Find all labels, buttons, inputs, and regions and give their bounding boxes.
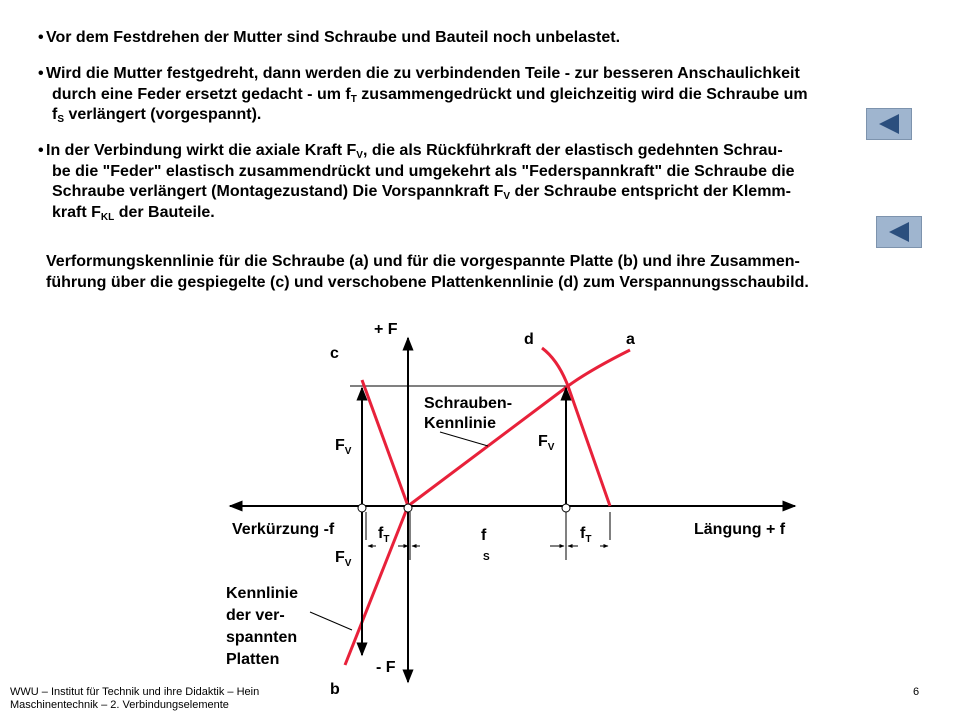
fs-label-sub: S xyxy=(483,552,490,563)
curve-b-plates xyxy=(345,506,408,665)
ft-label-left: $f_T$ xyxy=(378,525,390,545)
fv-label-right: $F_V$ xyxy=(538,433,555,453)
bullet-preload-force: • In der Verbindung wirkt die axiale Kraft $F_V$, die als Rückführkraft der elastisch gedehnten Schrau- be die "Feder" elastisch zusammendrückt und umgekehrt als "Federspannkraft" die Schraube die Schraube verlängert (Montagezustand) Die Vorspannkraft $F_V$ der Schraube entspricht der Klemm- kraft $F_{KL}$ der Bauteile. xyxy=(38,142,795,223)
screw-curve-label: Kennlinie xyxy=(424,415,497,432)
curve-d-shifted xyxy=(542,348,610,506)
curve-c-mirrored xyxy=(362,380,408,506)
plates-curve-label: spannten xyxy=(226,629,298,646)
fv-label-left: $F_V$ xyxy=(335,437,352,457)
bullet-unloaded: • Vor dem Festdrehen der Mutter sind Schraube und Bauteil noch unbelastet. xyxy=(38,29,621,46)
bullet-line: In der Verbindung wirkt die axiale Kraft $F_V$, die als Rückführkraft der elastisch gedehnten Schrau- xyxy=(46,142,783,161)
plus-f-label: + F xyxy=(374,321,398,338)
bullet-line: be die "Feder" elastisch zusammendrückt und umgekehrt als "Federspannkraft" die Schraube die xyxy=(52,162,795,180)
bullet-line: $f_S$ verlängert (vorgespannt). xyxy=(52,106,262,125)
plates-curve-label: Kennlinie xyxy=(226,585,299,602)
leader-screw xyxy=(440,432,488,446)
paragraph-line: führung über die gespiegelte (c) und verschobene Plattenkennlinie (d) zum Verspannungsschaubild. xyxy=(46,273,809,291)
bullet-line: Schraube verlängert (Montagezustand) Die Vorspannkraft $F_V$ der Schraube entspricht der Klemm- xyxy=(52,183,791,202)
screw-curve-label: Schrauben- xyxy=(424,395,513,412)
bullet-line: Wird die Mutter festgedreht, dann werden die zu verbindenden Teile - zur besseren Anschaulichkeit xyxy=(46,65,800,82)
footer-course: Maschinentechnik – 2. Verbindungselemente xyxy=(10,699,229,711)
leader-plates xyxy=(310,612,352,630)
point-marker xyxy=(404,504,412,512)
bullet-text: Vor dem Festdrehen der Mutter sind Schraube und Bauteil noch unbelastet. xyxy=(46,29,621,46)
footer xyxy=(10,686,259,712)
fs-label: f xyxy=(481,527,487,544)
elongation-label: Längung + f xyxy=(694,521,786,538)
point-marker xyxy=(562,504,570,512)
page-number: 6 xyxy=(913,686,920,698)
minus-f-label: - F xyxy=(376,659,396,676)
point-marker xyxy=(358,504,366,512)
fv-label-bottom: $F_V$ xyxy=(335,549,352,569)
label-d: d xyxy=(524,331,534,348)
label-b: b xyxy=(330,681,340,698)
footer-institute: WWU – Institut für Technik und ihre Didaktik – Hein xyxy=(10,686,260,698)
paragraph-line: Verformungskennlinie für die Schraube (a) und für die vorgespannte Platte (b) und ihre Zusammen- xyxy=(46,253,800,270)
ft-label-right: $f_T$ xyxy=(580,525,592,545)
label-a: a xyxy=(626,331,635,348)
plates-curve-label: Platten xyxy=(226,651,280,668)
shortening-label: Verkürzung -f xyxy=(232,521,335,538)
label-c: c xyxy=(330,345,339,362)
bullet-line: kraft $F_{KL}$ der Bauteile. xyxy=(52,203,215,223)
bullet-tightening: • Wird die Mutter festgedreht, dann werden die zu verbindenden Teile - zur besseren Anschaulichkeit durch eine Feder ersetzt gedacht - um $f_T$ zusammengedrückt und gleichzeitig wird die Schraube um $f_S$ verlängert (vorgespannt). xyxy=(38,65,808,125)
plates-curve-label: der ver- xyxy=(226,607,285,624)
bullet-line: durch eine Feder ersetzt gedacht - um $f_T$ zusammengedrückt und gleichzeitig wird die Schraube um xyxy=(52,85,808,105)
